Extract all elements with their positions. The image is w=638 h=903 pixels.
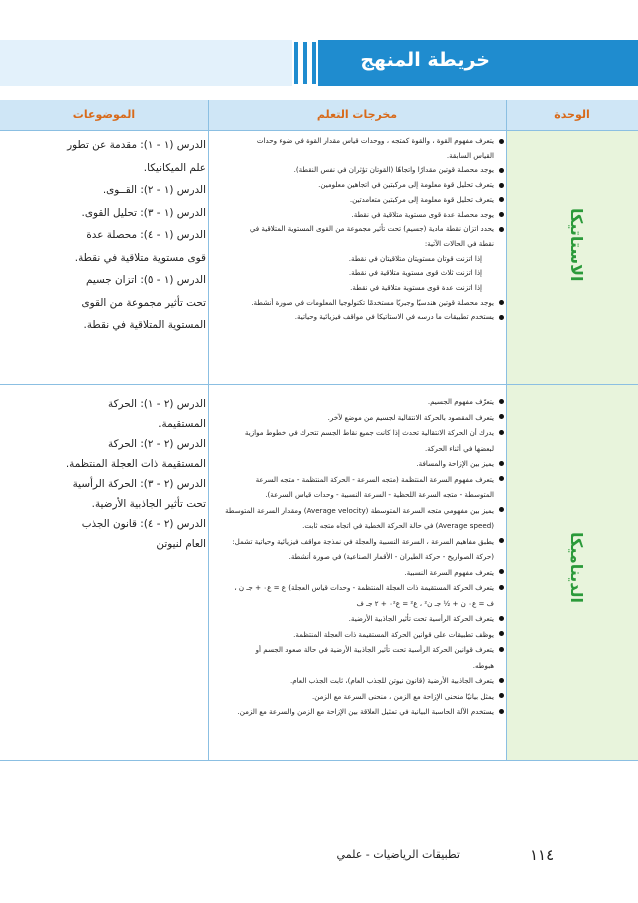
banner-light-band [0, 40, 292, 86]
outcome-item: يطبق مفاهيم السرعة ، السرعة النسبية والعجلة في نمذجة مواقف فيزيائية وحياتية تشمل: [110, 534, 504, 550]
outcome-item: يتعرّف مفهوم الجسيم. [110, 394, 504, 410]
banner-dark-band [318, 40, 638, 86]
outcome-continuation: المتوسطة - متجه السرعة اللحظية - السرعة النسبية - وحدات قياس السرعة). [265, 490, 494, 499]
topic-line: تحت تأثير الجاذبية الأرضية. [91, 498, 206, 510]
topic-line: الدرس (٢ - ٣): الحركة الرأسية [72, 478, 206, 490]
outcome-continuation: إذا اتزنت ثلاث قوى مستوية متلاقية في نقطة. [348, 268, 482, 278]
outcome-item: يميز بين الإزاحة والمسافة. [110, 456, 504, 472]
outcome-continuation: ف = ع٠ ن + ½ جـ ن² ، ع² = ع٠² + ٢ جـ ف [356, 598, 494, 608]
outcome-continuation: (Average speed) في حالة الحركة الخطية في اتجاه متجه ثابت. [302, 521, 494, 530]
column-header-unit: الوحدة [554, 108, 590, 121]
topic-line: الدرس (١ - ٥): اتزان جسيم [85, 274, 206, 286]
book-title: تطبيقات الرياضيات - علمي [336, 848, 460, 861]
outcome-item: يتعرف الحركة المستقيمة ذات العجلة المنتظمة - وحدات قياس العجلة) ع = ع٠ + جـ ن ، [110, 580, 504, 596]
banner-stripes [294, 42, 316, 84]
topic-line: قوى مستوية متلاقية في نقطة. [74, 251, 206, 264]
page-title: خريطة المنهج [360, 49, 490, 71]
unit-name-statics: الاستاتيكا [567, 208, 586, 282]
column-header-outcomes: مخرجات التعلم [316, 108, 398, 121]
divider [0, 760, 638, 761]
topic-line: الدرس (٢ - ٤): قانون الجذب [81, 518, 206, 530]
outcome-item: يتعرف الجاذبية الأرضية (قانون نيوتن للجذب العام)، ثابت الجذب العام. [110, 673, 504, 689]
topic-line: الدرس (١ - ٣): تحليل القوى. [81, 206, 206, 219]
topic-line: الدرس (١ - ٤): محصلة عدة [86, 229, 206, 241]
topic-line: المستقيمة. [158, 418, 206, 430]
outcome-item: يتعرف الحركة الرأسية تحت تأثير الجاذبية الأرضية. [110, 611, 504, 627]
outcome-continuation: هبوطه. [472, 660, 494, 670]
outcome-continuation: (حركة الصواريخ - حركة الطيران - الأقمار الصناعية) في صورة أنشطة. [288, 552, 494, 561]
outcome-item: يتعرف قوانين الحركة الرأسية تحت تأثير الجاذبية الأرضية في حالة صعود الجسم أو [110, 642, 504, 658]
topic-line: العام لنيوتن [156, 538, 206, 550]
unit-cell-dynamics [506, 384, 638, 760]
divider [0, 384, 638, 385]
outcome-item: يتعرف مفهوم القوة ، والقوة كمتجه ، ووحدات قياس مقدار القوة في ضوء وحدات [110, 134, 504, 149]
outcome-item: يستخدم تطبيقات ما درسه في الاستاتيكا في مواقف فيزيائية وحياتية. [110, 310, 504, 325]
topic-line: الدرس (٢ - ٢): الحركة [108, 438, 206, 450]
divider [0, 130, 638, 131]
outcome-continuation: القياس السابقة. [446, 150, 494, 160]
outcome-item: يتعرف مفهوم السرعة المنتظمة (متجه السرعة - الحركة المنتظمة - متجه السرعة [110, 472, 504, 488]
curriculum-table [0, 100, 638, 760]
table-header-row [0, 100, 638, 130]
topic-line: الدرس (١ - ٢): القــوى. [102, 184, 206, 196]
outcome-item: يتعرف المقصود بالحركة الانتقالية لجسيم من موضع لآخر. [110, 410, 504, 426]
outcome-item: يوجد محصلة قوتين هندسيًا وجبريًا مستخدمًا تكنولوجيا المعلومات في صورة أنشطة. [110, 296, 504, 311]
topic-line: الدرس (٢ - ١): الحركة [108, 398, 206, 410]
topic-line: المستقيمة ذات العجلة المنتظمة. [65, 458, 206, 470]
outcome-item: يوجد محصلة قوتين مقدارًا واتجاهًا (القوتان تؤثران في نفس النقطة). [110, 163, 504, 178]
outcome-item: يحدد اتزان نقطة مادية (جسيم) تحت تأثير مجموعة من القوى المستوية المتلاقية في [110, 222, 504, 237]
divider [506, 100, 507, 760]
outcome-continuation: إذا اتزنت قوتان مستويتان متلاقيتان في نقطة. [348, 253, 482, 263]
outcome-continuation: نقطة في الحالات الآتية: [424, 238, 494, 248]
unit-name-dynamics: الديناميكا [567, 532, 586, 604]
outcome-continuation: لبعضها في أثناء الحركة. [424, 443, 494, 453]
outcome-item: يوظف تطبيقات على قوانين الحركة المستقيمة ذات العجلة المنتظمة. [110, 627, 504, 643]
outcome-item: يوجد محصلة عدة قوى مستوية متلاقية في نقطة. [110, 208, 504, 223]
page-number: ١١٤ [530, 846, 555, 864]
topic-line: تحت تأثير مجموعة من القوى [81, 296, 206, 309]
topic-line: المستوية المتلاقية في نقطة. [83, 319, 206, 331]
topic-line: علم الميكانيكا. [143, 161, 206, 174]
outcome-item: يميز بين مفهومي متجه السرعة المتوسطة (Average velocity) ومقدار السرعة المتوسطة [110, 503, 504, 519]
topic-line: الدرس (١ - ١): مقدمة عن تطور [67, 139, 206, 151]
outcome-item: يتعرف مفهوم السرعة النسبية. [110, 565, 504, 581]
outcome-item: يدرك أن الحركة الانتقالية تحدث إذا كانت جميع نقاط الجسم تتحرك في خطوط موازية [110, 425, 504, 441]
outcome-item: يمثل بيانيًا منحنى الإزاحة مع الزمن ، منحنى السرعة مع الزمن. [110, 689, 504, 705]
top-banner [0, 40, 638, 86]
divider [208, 100, 209, 760]
outcome-item: يستخدم الآلة الحاسبة البيانية في تمثيل العلاقة بين الإزاحة مع الزمن والسرعة مع الزمن. [110, 704, 504, 720]
outcome-item: يتعرف تحليل قوة معلومة إلى مركبتين في اتجاهين معلومين. [110, 178, 504, 193]
outcome-item: يتعرف تحليل قوة معلومة إلى مركبتين متعامدتين. [110, 193, 504, 208]
topics-list-dynamics [65, 394, 206, 554]
outcome-continuation: إذا اتزنت عدة قوى مستوية متلاقية في نقطة. [350, 283, 482, 293]
unit-cell-statics [506, 130, 638, 384]
topics-list-statics [67, 134, 206, 337]
column-header-topics: الموضوعات [72, 108, 136, 121]
